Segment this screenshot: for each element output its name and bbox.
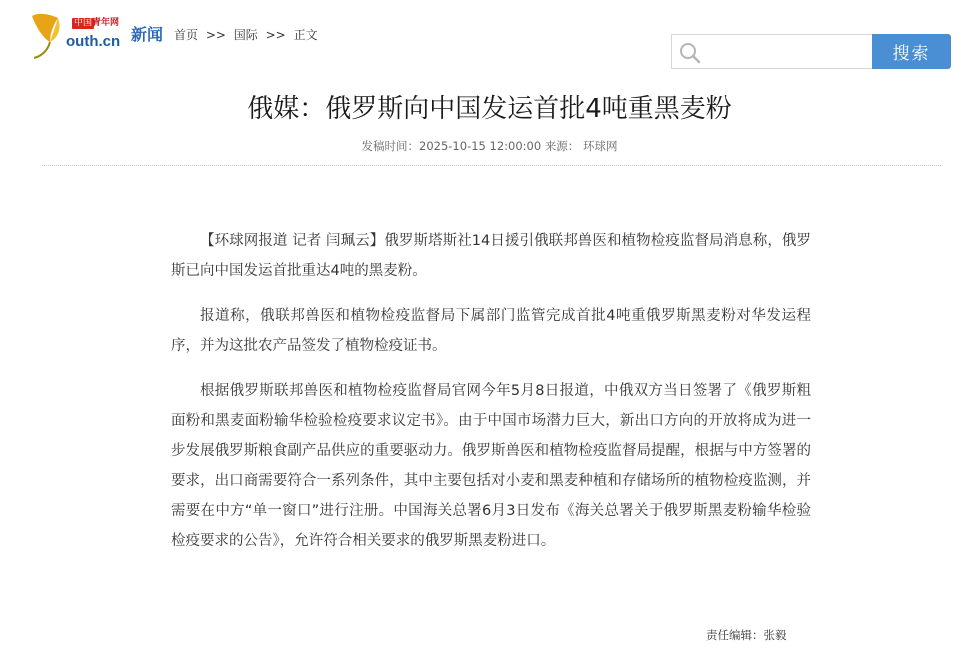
title-divider	[42, 165, 941, 166]
article-paragraph: 报道称，俄联邦兽医和植物检疫监督局下属部门监管完成首批4吨重俄罗斯黑麦粉对华发运程序，并为这批农产品签发了植物检疫证书。	[171, 308, 811, 354]
logo-wordmark: outh.cn	[66, 33, 121, 50]
breadcrumb-home[interactable]: 首页	[174, 28, 199, 42]
logo-site-name: 青年网	[92, 18, 120, 28]
article-paragraph: 【环球网报道 记者 闫珮云】俄罗斯塔斯社14日援引俄联邦兽医和植物检疫监督局消息称，俄罗斯已向中国发运首批重达4吨的黑麦粉。	[171, 233, 811, 279]
search-icon	[678, 41, 702, 65]
search-button[interactable]: 搜索	[872, 34, 951, 69]
channel-link-news[interactable]: 新闻	[131, 25, 164, 44]
search-input[interactable]	[708, 41, 868, 63]
article-body	[171, 226, 811, 571]
breadcrumb-international[interactable]: 国际	[233, 28, 258, 42]
search-box	[671, 34, 873, 69]
logo-badge: 中国	[74, 18, 93, 28]
source-name: 环球网	[582, 139, 618, 153]
breadcrumb	[174, 26, 322, 43]
article-title: 俄媒：俄罗斯向中国发运首批4吨重黑麦粉	[247, 94, 732, 124]
responsible-editor: 责任编辑：张毅	[706, 628, 787, 642]
breadcrumb-separator: >>	[205, 28, 226, 42]
article-meta	[0, 138, 979, 154]
publish-time-label: 发稿时间：	[361, 139, 420, 153]
breadcrumb-separator: >>	[265, 28, 286, 42]
breadcrumb-current: 正文	[293, 28, 318, 42]
site-logo[interactable]	[28, 8, 124, 60]
article-paragraph: 根据俄罗斯联邦兽医和植物检疫监督局官网今年5月8日报道，中俄双方当日签署了《俄罗斯粗面粉和黑麦面粉输华检验检疫要求议定书》。由于中国市场潜力巨大，新出口方向的开放将成为进一步发展俄罗斯粮食副产品供应的重要驱动力。俄罗斯兽医和植物检疫监督局提醒，根据与中方签署的要求，出口商需要符合一系列条件，其中主要包括对小麦和黑麦种植和存储场所的植物检疫监测，并需要在中方“单一窗口”进行注册。中国海关总署6月3日发布《海关总署关于俄罗斯黑麦粉输华检验检疫要求的公告》，允许符合相关要求的俄罗斯黑麦粉进口。	[171, 383, 811, 549]
source-label: 来源：	[544, 139, 580, 153]
publish-time: 2025-10-15 12:00:00	[419, 139, 542, 153]
